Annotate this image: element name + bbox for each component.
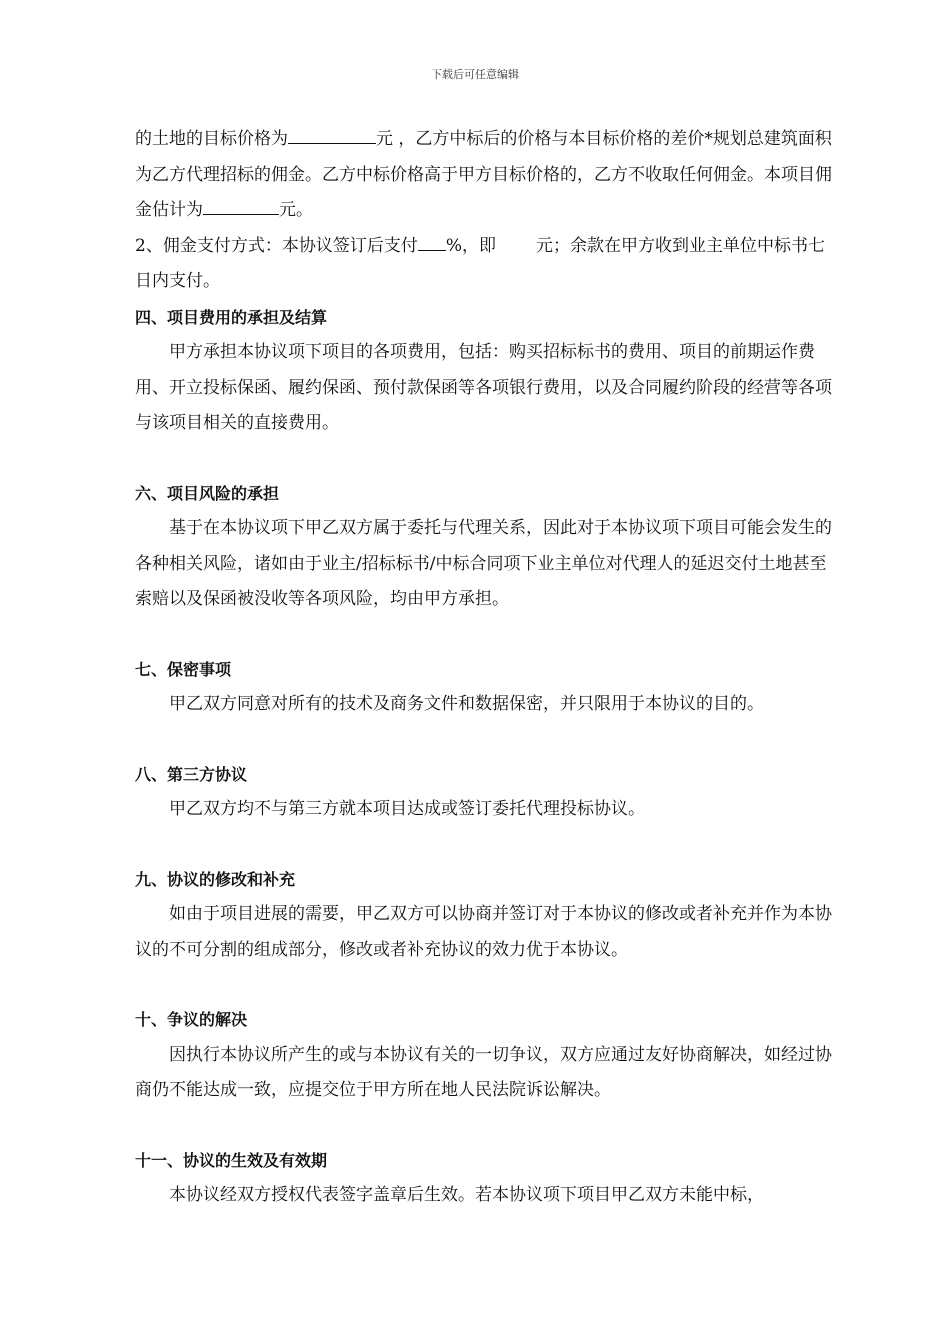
- spacer: [135, 828, 835, 862]
- section-10-body: 因执行本协议所产生的或与本协议有关的一切争议，双方应通过友好协商解决，如经过协商仍不能达成一致，应提交位于甲方所在地人民法院诉讼解决。: [135, 1044, 832, 1100]
- spacer: [135, 723, 835, 757]
- section-11-title: 十一、协议的生效及有效期: [135, 1150, 328, 1170]
- payment-text-a: 2、佣金支付方式：本协议签订后支付: [135, 235, 418, 256]
- spacer: [135, 442, 835, 476]
- commission-estimate-blank: [203, 213, 279, 215]
- section-9-title: 九、协议的修改和补充: [135, 869, 296, 889]
- commission-paragraph: [135, 122, 835, 229]
- page-header: 下载后可任意编辑: [431, 68, 519, 81]
- section-8-body: 甲乙双方均不与第三方就本项目达成或签订委托代理投标协议。: [169, 799, 645, 819]
- commission-text-a: 的土地的目标价格为: [135, 129, 288, 149]
- payment-percent-blank: [418, 249, 446, 251]
- payment-paragraph: [135, 229, 835, 300]
- commission-text-b: 元 ，乙方中标后的价格与本目标价格的差价*规划总建筑面积为乙方代理招标的佣金。乙方中标价格高于甲方目标价格的，乙方不收取任何佣金。本项目佣金估计为: [135, 129, 832, 220]
- section-4-body: 甲方承担本协议项下项目的各项费用，包括：购买招标标书的费用、项目的前期运作费用、开立投标保函、履约保函、预付款保函等各项银行费用，以及合同履约阶段的经营等各项与该项目相关的直接费用。: [135, 342, 832, 433]
- section-6-title: 六、项目风险的承担: [135, 483, 280, 503]
- section-8-title: 八、第三方协议: [135, 764, 248, 784]
- target-price-blank: [288, 142, 376, 144]
- section-6-body: 基于在本协议项下甲乙双方属于委托与代理关系，因此对于本协议项下项目可能会发生的各种相关风险，诸如由于业主/招标标书/中标合同项下业主单位对代理人的延迟交付土地甚至索赔以及保函被没收等各项风险，均由甲方承担。: [135, 518, 832, 609]
- spacer: [135, 968, 835, 1002]
- section-7-body: 甲乙双方同意对所有的技术及商务文件和数据保密，并只限用于本协议的目的。: [169, 694, 764, 714]
- payment-text-b: %，即: [445, 235, 496, 256]
- commission-text-c: 元。: [279, 200, 313, 220]
- payment-text-c: 元；余款在甲方收到业主单位中标书七日内支付。: [135, 235, 825, 291]
- document-body: [135, 122, 835, 1214]
- section-7-title: 七、保密事项: [135, 659, 232, 679]
- section-4-title: 四、项目费用的承担及结算: [135, 307, 328, 327]
- section-11-body: 本协议经双方授权代表签字盖章后生效。若本协议项下项目甲乙双方未能中标，: [169, 1185, 764, 1205]
- spacer: [135, 618, 835, 652]
- spacer: [135, 1109, 835, 1143]
- section-9-body: 如由于项目进展的需要，甲乙双方可以协商并签订对于本协议的修改或者补充并作为本协议的不可分割的组成部分，修改或者补充协议的效力优于本协议。: [135, 904, 832, 960]
- section-10-title: 十、争议的解决: [135, 1010, 248, 1029]
